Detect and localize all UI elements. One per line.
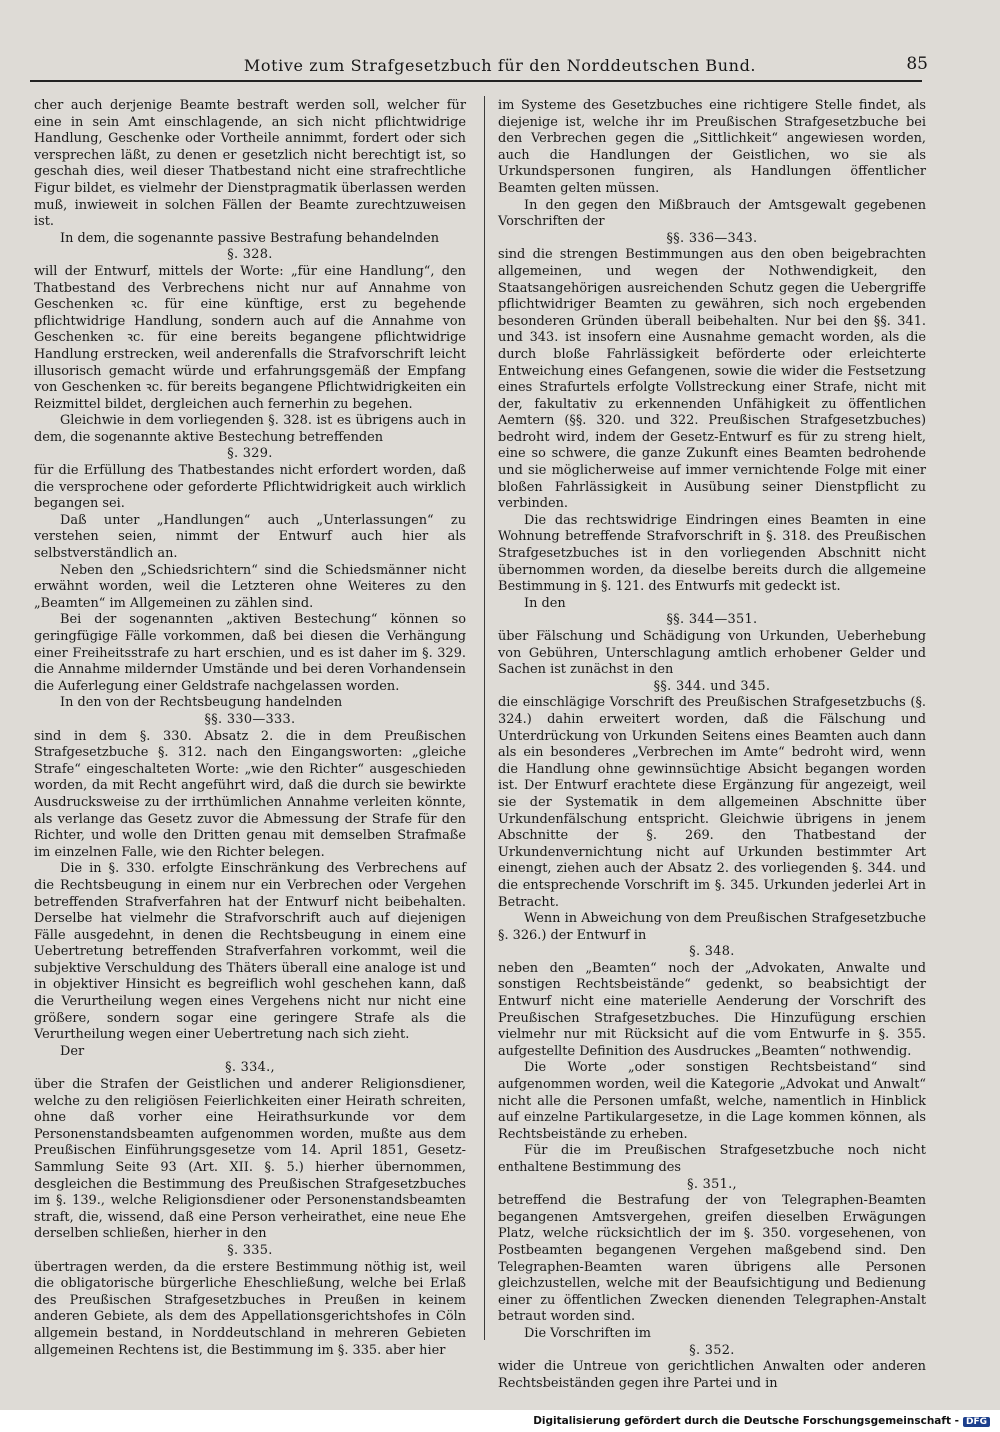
section-heading: §§. 344—351.: [666, 612, 758, 628]
section-heading: §. 335.: [227, 1242, 273, 1258]
paragraph: im Systeme des Gesetzbuches eine richtigere Stelle findet, als diejenige ist, welche ihr im Preußischen Strafgesetzbuche bei den Verbrechen gegen die „Sittlichkeit“ angewiesen worden, auch die Handlungen der Geistlichen, wo sie als Urkundspersonen fungiren, als Handlungen öffentlicher Beamten gelten müssen.: [498, 98, 926, 196]
paragraph: Bei der sogenannten „aktiven Bestechung“ können so geringfügige Fälle vorkommen, daß bei diesen die Verhängung einer Freiheitsstrafe zu hart erschien, und es ist daher im §. 329. die Annahme mildernder Umstände und bei deren Vorhandensein die Auferlegung einer Geldstrafe nachgelassen worden.: [34, 612, 466, 694]
section-heading: §. 351.,: [687, 1176, 737, 1192]
paragraph: für die Erfüllung des Thatbestandes nicht erfordert worden, daß die versprochene oder geforderte Pflichtwidrigkeit auch wirklich begangen sei.: [34, 463, 466, 512]
paragraph: sind in dem §. 330. Absatz 2. die in dem Preußischen Strafgesetzbuche §. 312. nach den Eingangsworten: „gleiche Strafe“ eingeschalteten Worte: „wie den Richter“ ausgeschieden worden, da mit Recht angeführt wird, daß die durch sie bewirkte Ausdrucksweise zu der irrthümlichen Annahme verleiten könnte, als verlange das Gesetz zuvor die Abmessung der Strafe für den Richter, und wolle den Dritten genau mit demselben Strafmaße im einzelnen Falle, wie den Richter belegen.: [34, 728, 466, 860]
paragraph: Gleichwie in dem vorliegenden §. 328. ist es übrigens auch in dem, die sogenannte aktive Bestechung betreffenden: [34, 413, 466, 445]
header-rule: [30, 80, 922, 82]
paragraph: In dem, die sogenannte passive Bestrafung behandelnden: [60, 230, 440, 246]
paragraph: über die Strafen der Geistlichen und anderer Religionsdiener, welche zu den religiösen Feierlichkeiten einer Heirath schreiten, ohne daß vorher eine Heirathsurkunde vor dem Personenstandsbeamten aufgenommen worden, mußte aus dem Preußischen Einführungsgesetze vom 14. April 1851, Gesetz-Sammlung Seite 93 (Art. XII. §. 5.) hierher übernommen, desgleichen die Bestimmung des Preußischen Strafgesetzbuches im §. 139., welche Religionsdiener oder Personenstandsbeamten straft, die, wissend, daß eine Person verheirathet, eine neue Ehe derselben schließen, hierher in den: [34, 1077, 466, 1242]
section-heading: §§. 336—343.: [666, 230, 758, 246]
paragraph: will der Entwurf, mittels der Worte: „für eine Handlung“, den Thatbestand des Verbrechens nicht nur auf Annahme von Geschenken ꝛc. für eine künftige, erst zu begehende pflichtwidrige Handlung, sondern auch auf die Annahme von Geschenken ꝛc. für eine bereits begangene pflichtwidrige Handlung erstrecken, weil anderenfalls die Strafvorschrift leicht illusorisch gemacht würde und erfahrungsgemäß der Empfang von Geschenken ꝛc. für bereits begangene Pflichtwidrigkeiten ein Reizmittel bildet, dergleichen auch fernerhin zu begehen.: [34, 263, 466, 412]
paragraph: Wenn in Abweichung von dem Preußischen Strafgesetzbuche §. 326.) der Entwurf in: [498, 911, 926, 943]
paragraph: betreffend die Bestrafung der von Telegraphen-Beamten begangenen Amtsvergehen, greifen dieselben Erwägungen Platz, welche rücksichtlich der im §. 350. vorgesehenen, von Postbeamten begangenen Vergehen maßgebend sind. Den Telegraphen-Beamten waren übrigens alle Personen gleichzustellen, welche mit der Beaufsichtigung und Bedienung einer zu öffentlichen Zwecken dienenden Telegraphen-Anstalt betraut worden sind.: [498, 1193, 926, 1325]
paragraph: übertragen werden, da die erstere Bestimmung nöthig ist, weil die obligatorische bürgerliche Eheschließung, welche bei Erlaß des Preußischen Strafgesetzbuches in Preußen in keinem anderen Gebiete, als dem des Appellationsgerichtshofes in Cöln allgemein bestand, in Norddeutschland in mehreren Gebieten allgemeinen Rechtens ist, die Bestimmung im §. 335. aber hier: [34, 1259, 466, 1358]
section-heading: §§. 330—333.: [204, 711, 296, 727]
paragraph: Für die im Preußischen Strafgesetzbuche noch nicht enthaltene Bestimmung des: [498, 1143, 926, 1175]
paragraph: Die Vorschriften im: [524, 1325, 651, 1341]
section-heading: §. 352.: [689, 1342, 735, 1358]
column-rule: [484, 96, 485, 1340]
section-heading: §. 328.: [227, 247, 273, 263]
paragraph: die einschlägige Vorschrift des Preußischen Strafgesetzbuchs (§. 324.) dahin erweitert worden, daß die Fälschung und Unterdrückung von Urkunden Seitens eines Beamten auch dann als ein besonderes „Verbrechen im Amte“ bedroht wird, wenn die Handlung ohne gewinnsüchtige Absicht begangen worden ist. Der Entwurf erachtete diese Ergänzung für angezeigt, weil sie der Systematik in dem allgemeinen Abschnitte über Urkundenfälschung entspricht. Gleichwie übrigens in jenem Abschnitte der §. 269. den Thatbestand der Urkundenvernichtung nicht auf Urkunden bestimmter Art einengt, ziehen auch der Absatz 2. des vorliegenden §. 344. und die entsprechende Vorschrift im §. 345. Urkunden jederlei Art in Betracht.: [498, 695, 926, 910]
paragraph: Neben den „Schiedsrichtern“ sind die Schiedsmänner nicht erwähnt worden, weil die Letzteren ohne Weiteres zu den „Beamten“ im Allgemeinen zu zählen sind.: [34, 562, 466, 611]
section-heading: §§. 344. und 345.: [653, 678, 771, 694]
paragraph: wider die Untreue von gerichtlichen Anwalten oder anderen Rechtsbeiständen gegen ihre Partei und in: [498, 1359, 926, 1391]
paragraph: In den von der Rechtsbeugung handelnden: [60, 695, 343, 711]
paragraph: In den: [524, 595, 566, 611]
section-heading: §. 334.,: [225, 1060, 275, 1076]
paragraph: Die das rechtswidrige Eindringen eines Beamten in eine Wohnung betreffende Strafvorschrift in §. 318. des Preußischen Strafgesetzbuches ist in den vorliegenden Abschnitt nicht übernommen worden, da dieselbe bereits durch die allgemeine Bestimmung in §. 121. des Entwurfs mit gedeckt ist.: [498, 512, 926, 595]
page-number: 85: [906, 54, 928, 74]
left-column: [34, 98, 466, 1359]
paragraph: In den gegen den Mißbrauch der Amtsgewalt gegebenen Vorschriften der: [498, 197, 926, 230]
paragraph: sind die strengen Bestimmungen aus den oben beigebrachten allgemeinen, und wegen der Nothwendigkeit, den Staatsangehörigen ausreichenden Schutz gegen die Uebergriffe pflichtwidriger Beamten zu gewähren, sich noch ergebenden besonderen Gründen überall beibehalten. Nur bei den §§. 341. und 343. ist insofern eine Ausnahme gemacht worden, als die durch bloße Fahrlässigkeit beförderte oder erleichterte Entweichung eines Gefangenen, sowie die wider die Festsetzung eines Strafurtels erfolgte Vollstreckung einer Strafe, nicht mit der, fakultativ zu erkennenden Unfähigkeit zu öffentlichen Aemtern (§§. 320. und 322. Preußischen Strafgesetzbuches) bedroht wird, indem der Gesetz-Entwurf es für zu streng hielt, eine so schwere, die ganze Zukunft eines Beamten bedrohende und sie möglicherweise auf immer vernichtende Folge mit einer bloßen Fahrlässigkeit in Ausübung seiner Dienstpflicht zu verbinden.: [498, 247, 926, 512]
footer-credit: [533, 1415, 990, 1427]
running-title: Motive zum Strafgesetzbuch für den Norddeutschen Bund.: [243, 56, 757, 75]
paragraph: Die in §. 330. erfolgte Einschränkung des Verbrechens auf die Rechtsbeugung in einem nur ein Verbrechen oder Vergehen betreffenden Strafverfahren hat der Entwurf nicht beibehalten. Derselbe hat vielmehr die Strafvorschrift auch auf diejenigen Fälle ausgedehnt, in denen die Rechtsbeugung in einem eine Uebertretung betreffenden Strafverfahren vorkommt, weil die subjektive Verschuldung des Thäters überall eine analoge ist und in objektiver Hinsicht es begreiflich wohl geschehen kann, daß die Verurtheilung wegen eines Vergehens nicht nur nicht eine größere, sondern sogar eine geringere Strafe als die Verurtheilung wegen einer Uebertretung nach sich zieht.: [34, 861, 466, 1043]
page-header: [30, 56, 970, 80]
footer-credit-text: Digitalisierung gefördert durch die Deutsche Forschungsgemeinschaft -: [533, 1415, 959, 1427]
paragraph: Die Worte „oder sonstigen Rechtsbeistand“ sind aufgenommen worden, weil die Kategorie „Advokat und Anwalt“ nicht alle die Personen umfaßt, welche, namentlich in Hinblick auf einzelne Partikulargesetze, in die Lage kommen können, als Rechtsbeistände zu erheben.: [498, 1060, 926, 1142]
section-heading: §. 329.: [227, 446, 273, 462]
paragraph: cher auch derjenige Beamte bestraft werden soll, welcher für eine in sein Amt einschlagende, an sich nicht pflichtwidrige Handlung, Geschenke oder Vortheile annimmt, fordert oder sich versprechen läßt, zu denen er gesetzlich nicht berechtigt ist, so geschah dies, weil dieser Thatbestand nicht eine strafrechtliche Figur bildet, es vielmehr der Dienstpragmatik überlassen werden muß, inwieweit in solchen Fällen der Beamte zurechtzuweisen ist.: [34, 98, 466, 230]
dfg-logo: DFG: [963, 1417, 990, 1427]
paragraph: Der: [60, 1043, 85, 1059]
paragraph: über Fälschung und Schädigung von Urkunden, Ueberhebung von Gebühren, Unterschlagung amtlich erhobener Gelder und Sachen ist zunächst in den: [498, 629, 926, 678]
paragraph: Daß unter „Handlungen“ auch „Unterlassungen“ zu verstehen seien, nimmt der Entwurf auch hier als selbstverständlich an.: [34, 512, 466, 562]
paragraph: neben den „Beamten“ noch der „Advokaten, Anwalte und sonstigen Rechtsbeistände“ gedenkt, so beabsichtigt der Entwurf nicht eine materielle Aenderung der Vorschrift des Preußischen Strafgesetzbuches. Die Hinzufügung erschien vielmehr nur mit Rücksicht auf die vom Entwurfe in §. 355. aufgestellte Definition des Ausdruckes „Beamten“ nothwendig.: [498, 960, 926, 1059]
right-column: [498, 98, 926, 1392]
section-heading: §. 348.: [689, 944, 735, 960]
